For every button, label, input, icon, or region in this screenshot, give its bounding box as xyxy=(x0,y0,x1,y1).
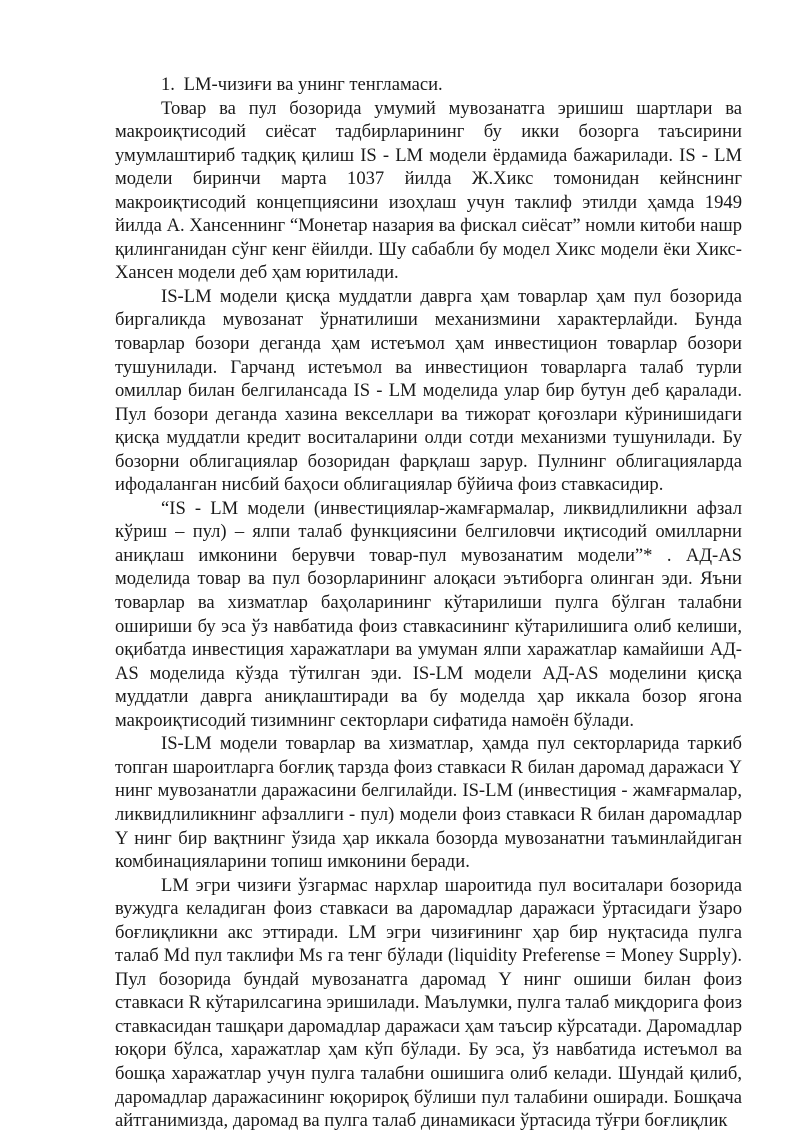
paragraph-4: IS-LM модели товарлар ва хизматлар, ҳамда пул секторларида таркиб топган шароитларга боғлиқ тарзда фоиз ставкаси R билан даромад даражаси Y нинг мувозанатли даражасини белгилайди. IS-LM (инвестиция - жамғармалар, ликвидлиликнинг афзаллиги - пул) модели фоиз ставкаси R билан даромадлар Y нинг бир вақтнинг ўзида ҳар иккала бозорда мувозанатни таъминлайдиган комбинацияларини топиш имконини беради. xyxy=(115,733,742,873)
paragraph-3: “IS - LM модели (инвестициялар-жамғармалар, ликвидлиликни афзал кўриш – пул) – ялпи талаб функциясини белгиловчи иқтисодий омилларни аниқлаш имконини берувчи товар-пул мувозанатим модели”* . АД-AS моделида товар ва пул бозорларининг алоқаси эътиборга олинган эди. Яъни товарлар ва хизматлар баҳоларининг кўтарилиши пулга бўлган талабни ошириши бу эса ўз навбатида фоиз ставкасининг кўтарилишига олиб келиши, оқибатда инвестиция харажатлари ва умуман ялпи харажатлар камайиши АД-AS моделида кўзда тўтилган эди. IS-LM модели АД-AS моделини қисқа муддатли даврга аниқлаштиради ва бу моделда ҳар иккала бозор ягона макроиқтисодий тизимнинг секторлари сифатида намоён бўлади. xyxy=(115,497,742,731)
section-number: 1. xyxy=(161,74,175,95)
section-title: LM-чизиғи ва унинг тенгламаси. xyxy=(183,74,443,95)
paragraph-2: IS-LM модели қисқа муддатли даврга ҳам товарлар ҳам пул бозорида биргаликда мувозанат ўрнатилиши механизмини характерлайди. Бунда товарлар бозори деганда ҳам истеъмол ҳам инвестицион товарлар бозори тушунилади. Гарчанд истеъмол ва инвестицион товарларга талаб турли омиллар билан белгилансада IS - LM моделида улар бир бутун деб қаралади. Пул бозори деганда хазина векселлари ва тижорат қоғозлари кўринишидаги қисқа муддатли кредит воситаларини олди сотди механизми тушунилади. Бу бозорни облигациялар бозоридан фарқлаш зарур. Пулнинг облигацияларда ифодаланган нисбий баҳоси облигациялар бўйича фоиз ставкасидир. xyxy=(115,285,742,496)
section-heading xyxy=(161,73,742,97)
paragraph-1: Товар ва пул бозорида умумий мувозанатга эришиш шартлари ва макроиқтисодий сиёсат тадбирларининг бу икки бозорга таъсирини умумлаштириб тадқиқ қилиш IS - LM модели ёрдамида бажарилади. IS - LM модели биринчи марта 1037 йилда Ж.Хикс томонидан кейнснинг макроиқтисодий концепциясини изоҳлаш учун таклиф этилди ҳамда 1949 йилда А. Хансеннинг “Монетар назария ва фискал сиёсат” номли китоби нашр қилинганидан сўнг кенг ёйилди. Шу сабабли бу модел Хикс модели ёки Хикс-Хансен модели деб ҳам юритилади. xyxy=(115,97,742,284)
paragraph-5: LM эгри чизиғи ўзгармас нархлар шароитида пул воситалари бозорида вужудга келадиган фоиз ставкаси ва даромадлар даражаси ўртасидаги ўзаро боғлиқликни акс эттиради. LM эгри чизиғининг ҳар бир нуқтасида пулга талаб Md пул таклифи Ms га тенг бўлади (liquidity Preferense = Money Supply). Пул бозорида бундай мувозанатга даромад Y нинг ошиши билан фоиз ставкаси R кўтарилсагина эришилади. Маълумки, пулга талаб миқдорига фоиз ставкасидан ташқари даромадлар даражаси ҳам таъсир кўрсатади. Даромадлар юқори бўлса, харажатлар ҳам кўп бўлади. Бу эса, ўз навбатида истеъмол ва бошқа харажатлар учун пулга талабни ошишига олиб келади. Шундай қилиб, даромадлар даражасининг юқорироқ бўлиши пул талабини оширади. Бошқача айтганимизда, даромад ва пулга талаб динамикаси ўртасида тўғри боғлиқлик xyxy=(115,874,742,1132)
document-page xyxy=(115,73,742,1133)
